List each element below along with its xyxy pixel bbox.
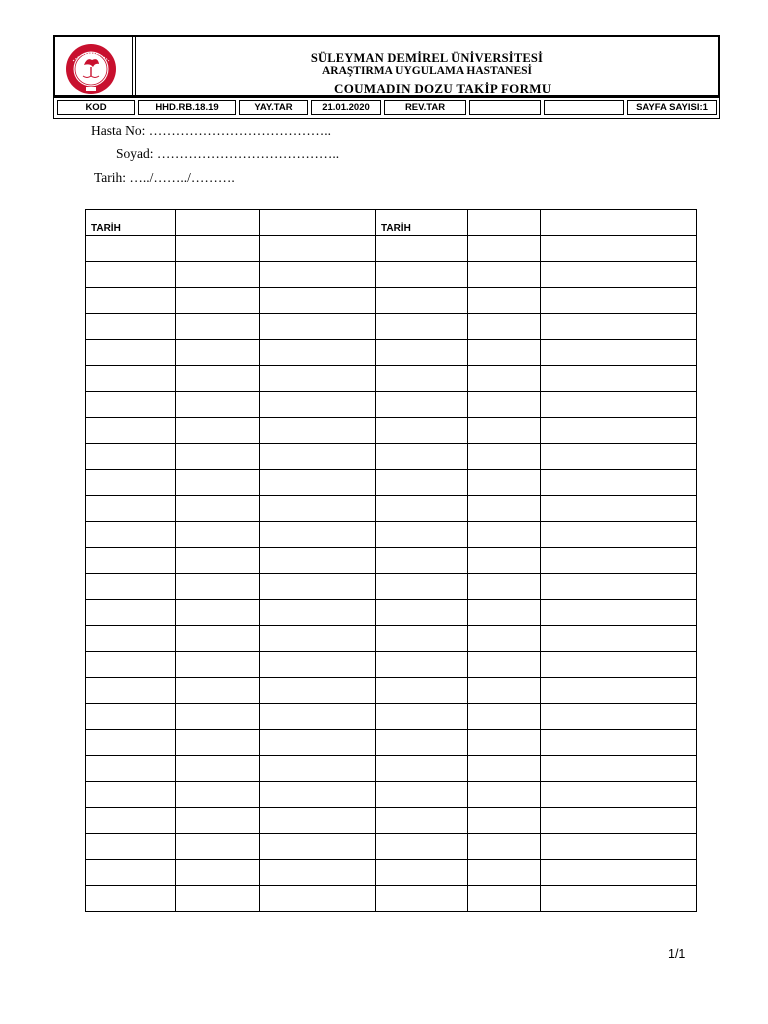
table-cell[interactable] [541, 600, 697, 626]
table-cell[interactable] [468, 860, 541, 886]
table-cell[interactable] [541, 444, 697, 470]
hospital-name: ARAŞTIRMA UYGULAMA HASTANESİ [321, 65, 532, 77]
table-row [86, 600, 697, 626]
table-cell[interactable] [176, 496, 260, 522]
table-cell[interactable] [176, 886, 260, 912]
table-row [86, 886, 697, 912]
table-cell[interactable] [86, 860, 176, 886]
table-cell[interactable] [468, 210, 541, 236]
table-cell[interactable] [260, 834, 376, 860]
kod-label: KOD [57, 100, 135, 115]
page-number: 1/1 [668, 947, 686, 961]
table-cell[interactable] [541, 288, 697, 314]
table-row [86, 288, 697, 314]
table-row [86, 236, 697, 262]
table-row [86, 678, 697, 704]
dose-tracking-table [85, 209, 697, 912]
table-cell[interactable] [260, 574, 376, 600]
table-cell[interactable] [176, 210, 260, 236]
table-cell[interactable] [468, 314, 541, 340]
table-cell[interactable] [176, 782, 260, 808]
table-cell[interactable] [260, 418, 376, 444]
table-cell[interactable] [260, 730, 376, 756]
table-cell[interactable] [176, 470, 260, 496]
table-row [86, 340, 697, 366]
table-cell[interactable] [86, 678, 176, 704]
table-cell[interactable] [260, 340, 376, 366]
table-cell[interactable] [376, 574, 468, 600]
table-cell[interactable] [86, 366, 176, 392]
table-cell[interactable] [260, 652, 376, 678]
table-cell[interactable] [260, 470, 376, 496]
table-cell[interactable] [541, 470, 697, 496]
table-cell[interactable] [376, 288, 468, 314]
table-cell[interactable] [541, 496, 697, 522]
table-cell[interactable] [376, 366, 468, 392]
table-row [86, 756, 697, 782]
table-cell[interactable] [541, 340, 697, 366]
table-cell[interactable] [376, 730, 468, 756]
table-cell[interactable] [86, 808, 176, 834]
table-cell[interactable] [176, 860, 260, 886]
table-cell[interactable] [376, 496, 468, 522]
table-cell[interactable] [541, 262, 697, 288]
table-cell[interactable] [541, 730, 697, 756]
table-cell[interactable] [376, 210, 468, 236]
table-row [86, 444, 697, 470]
table-cell[interactable] [176, 704, 260, 730]
table-cell[interactable] [86, 548, 176, 574]
table-cell[interactable] [176, 340, 260, 366]
table-cell[interactable] [260, 366, 376, 392]
table-cell[interactable] [86, 704, 176, 730]
table-cell[interactable] [376, 314, 468, 340]
table-cell[interactable] [376, 834, 468, 860]
table-cell[interactable] [541, 808, 697, 834]
table-cell[interactable] [376, 418, 468, 444]
table-cell[interactable] [468, 730, 541, 756]
table-cell[interactable] [468, 418, 541, 444]
table-cell[interactable] [541, 834, 697, 860]
table-cell[interactable] [541, 886, 697, 912]
table-cell[interactable] [176, 262, 260, 288]
table-cell[interactable] [376, 886, 468, 912]
table-row [86, 574, 697, 600]
table-cell[interactable] [86, 314, 176, 340]
table-row [86, 704, 697, 730]
university-name: SÜLEYMAN DEMİREL ÜNİVERSİTESİ [310, 51, 544, 65]
table-cell[interactable] [468, 756, 541, 782]
table-cell[interactable] [260, 288, 376, 314]
table-cell[interactable] [468, 834, 541, 860]
table-cell[interactable] [176, 756, 260, 782]
table-cell[interactable] [376, 704, 468, 730]
table-cell[interactable] [86, 262, 176, 288]
rev-tar-value [469, 100, 541, 115]
table-cell[interactable] [468, 678, 541, 704]
table-cell[interactable] [86, 392, 176, 418]
university-seal-icon [65, 43, 117, 95]
soyad-field[interactable]: Soyad: ………………………………….. [116, 146, 340, 161]
table-row [86, 522, 697, 548]
table-cell[interactable] [176, 392, 260, 418]
table-cell[interactable] [541, 860, 697, 886]
table-row [86, 626, 697, 652]
table-cell[interactable] [468, 288, 541, 314]
table-cell[interactable] [176, 444, 260, 470]
table-cell[interactable] [260, 704, 376, 730]
table-cell[interactable] [260, 314, 376, 340]
table-cell[interactable] [176, 288, 260, 314]
table-row [86, 808, 697, 834]
table-cell[interactable] [541, 392, 697, 418]
table-cell[interactable] [468, 444, 541, 470]
document-code-bar [53, 97, 720, 119]
table-cell[interactable] [541, 756, 697, 782]
table-cell[interactable] [86, 444, 176, 470]
rev-tar-label: REV.TAR [384, 100, 466, 115]
table-cell[interactable] [260, 236, 376, 262]
table-cell[interactable] [376, 860, 468, 886]
table-cell[interactable] [376, 600, 468, 626]
table-cell[interactable] [376, 678, 468, 704]
table-cell[interactable] [176, 522, 260, 548]
table-cell[interactable] [176, 678, 260, 704]
table-cell[interactable] [376, 652, 468, 678]
table-cell[interactable] [376, 340, 468, 366]
table-cell[interactable] [468, 808, 541, 834]
table-cell[interactable] [260, 782, 376, 808]
table-cell[interactable] [541, 652, 697, 678]
table-cell[interactable] [176, 236, 260, 262]
table-cell[interactable] [468, 522, 541, 548]
table-cell[interactable] [260, 860, 376, 886]
table-cell[interactable] [176, 600, 260, 626]
table-cell[interactable] [541, 418, 697, 444]
table-cell[interactable] [86, 834, 176, 860]
table-cell[interactable] [468, 496, 541, 522]
table-cell[interactable] [541, 574, 697, 600]
table-cell[interactable] [176, 808, 260, 834]
table-cell[interactable] [86, 418, 176, 444]
table-cell[interactable] [260, 548, 376, 574]
table-row [86, 314, 697, 340]
table-cell[interactable] [541, 210, 697, 236]
form-header [53, 35, 720, 97]
table-cell[interactable] [86, 288, 176, 314]
logo-cell [55, 37, 136, 95]
table-cell[interactable] [176, 548, 260, 574]
table-cell[interactable] [376, 236, 468, 262]
kod-value: HHD.RB.18.19 [138, 100, 236, 115]
table-cell[interactable] [376, 522, 468, 548]
table-row [86, 366, 697, 392]
title-cell [136, 37, 718, 95]
table-cell[interactable] [86, 886, 176, 912]
table-cell[interactable] [468, 340, 541, 366]
table-cell[interactable] [541, 366, 697, 392]
table-cell[interactable] [376, 548, 468, 574]
table-cell[interactable] [260, 886, 376, 912]
table-row [86, 470, 697, 496]
table-row [86, 392, 697, 418]
table-row [86, 782, 697, 808]
table-cell[interactable] [176, 314, 260, 340]
table-cell[interactable] [541, 522, 697, 548]
table-row [86, 730, 697, 756]
table-cell[interactable] [468, 704, 541, 730]
table-cell[interactable] [176, 574, 260, 600]
table-cell[interactable] [376, 444, 468, 470]
table-cell[interactable] [176, 418, 260, 444]
table-cell[interactable] [541, 704, 697, 730]
rev-extra-cell [544, 100, 624, 115]
yay-tar-value: 21.01.2020 [311, 100, 381, 115]
table-cell[interactable] [468, 548, 541, 574]
table-cell[interactable] [86, 626, 176, 652]
tarih-header-left: TARİH [91, 223, 121, 234]
table-cell[interactable] [260, 392, 376, 418]
table-cell[interactable] [468, 262, 541, 288]
table-cell[interactable] [86, 236, 176, 262]
table-cell[interactable] [468, 236, 541, 262]
table-cell[interactable] [541, 236, 697, 262]
table-cell[interactable] [86, 522, 176, 548]
table-cell[interactable] [541, 782, 697, 808]
table-cell[interactable] [468, 574, 541, 600]
tarih-field[interactable]: Tarih: …../……../………. [94, 170, 235, 185]
table-cell[interactable] [260, 678, 376, 704]
form-title: COUMADIN DOZU TAKİP FORMU [334, 81, 552, 96]
table-cell[interactable] [260, 444, 376, 470]
table-row [86, 860, 697, 886]
table-cell[interactable] [541, 548, 697, 574]
table-row [86, 496, 697, 522]
table-cell[interactable] [86, 756, 176, 782]
table-cell[interactable] [376, 808, 468, 834]
table-cell[interactable] [468, 886, 541, 912]
table-row [86, 418, 697, 444]
table-cell[interactable] [260, 262, 376, 288]
table-cell[interactable] [86, 730, 176, 756]
table-cell[interactable] [376, 470, 468, 496]
table-cell[interactable] [260, 626, 376, 652]
page-count: SAYFA SAYISI:1 [627, 100, 717, 115]
table-cell[interactable] [541, 314, 697, 340]
table-cell[interactable] [260, 756, 376, 782]
table-cell[interactable] [176, 366, 260, 392]
table-row [86, 834, 697, 860]
table-cell[interactable] [468, 782, 541, 808]
table-cell[interactable] [376, 262, 468, 288]
tarih-header-right: TARİH [381, 223, 411, 234]
table-cell[interactable] [86, 600, 176, 626]
table-cell[interactable] [86, 496, 176, 522]
table-cell[interactable] [176, 730, 260, 756]
table-cell[interactable] [86, 782, 176, 808]
table-cell[interactable] [86, 210, 176, 236]
table-cell[interactable] [468, 626, 541, 652]
table-row [86, 262, 697, 288]
table-cell[interactable] [260, 522, 376, 548]
table-cell[interactable] [176, 652, 260, 678]
table-cell[interactable] [468, 366, 541, 392]
hasta-no-field[interactable]: Hasta No: ………………………………….. [91, 123, 331, 138]
table-cell[interactable] [86, 574, 176, 600]
table-cell[interactable] [260, 210, 376, 236]
table-cell[interactable] [468, 470, 541, 496]
table-cell[interactable] [376, 782, 468, 808]
yay-tar-label: YAY.TAR [239, 100, 308, 115]
table-cell[interactable] [176, 626, 260, 652]
table-cell[interactable] [376, 756, 468, 782]
table-cell[interactable] [176, 834, 260, 860]
table-cell[interactable] [468, 652, 541, 678]
table-row [86, 652, 697, 678]
table-cell[interactable] [260, 808, 376, 834]
table-cell[interactable] [86, 652, 176, 678]
table-cell[interactable] [376, 392, 468, 418]
table-cell[interactable] [468, 600, 541, 626]
table-header-row [86, 210, 697, 236]
table-cell[interactable] [86, 470, 176, 496]
table-cell[interactable] [86, 340, 176, 366]
table-cell[interactable] [260, 600, 376, 626]
table-cell[interactable] [376, 626, 468, 652]
table-cell[interactable] [260, 496, 376, 522]
table-cell[interactable] [541, 626, 697, 652]
table-cell[interactable] [541, 678, 697, 704]
table-row [86, 548, 697, 574]
table-cell[interactable] [468, 392, 541, 418]
